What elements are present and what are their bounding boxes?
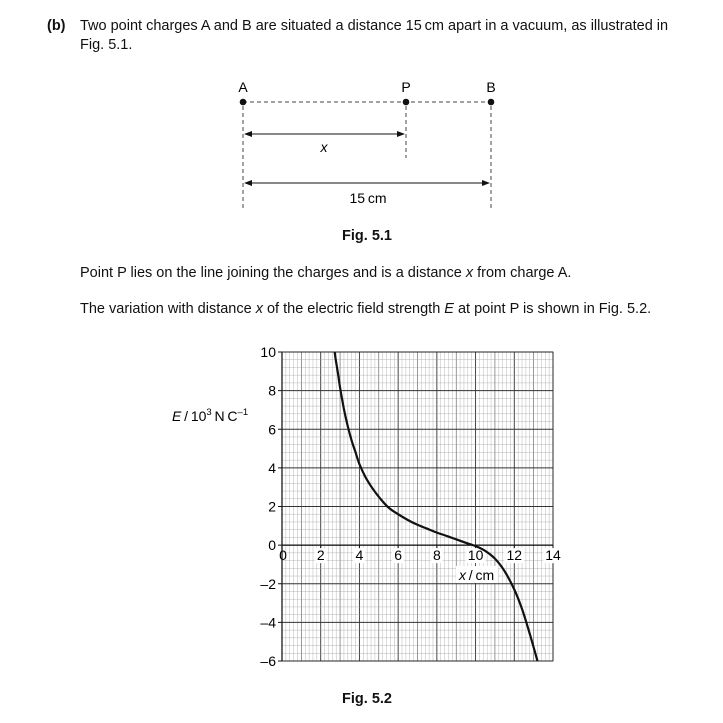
x-label-var: x bbox=[459, 567, 466, 583]
point-p-dot bbox=[403, 99, 410, 106]
paragraph-variation bbox=[80, 300, 651, 319]
x-tick-label: 12 bbox=[506, 547, 523, 564]
paragraph-point-p bbox=[80, 264, 571, 283]
y-tick-label: 8 bbox=[268, 382, 276, 399]
x-tick-label: 6 bbox=[394, 547, 403, 564]
y-label-exp2: –1 bbox=[237, 407, 249, 418]
label-x: x bbox=[320, 139, 328, 155]
y-axis-label bbox=[172, 407, 248, 424]
label-a: A bbox=[238, 79, 248, 95]
p2-var-e: E bbox=[444, 301, 454, 317]
p1-text-b: from charge A. bbox=[473, 265, 572, 281]
y-label-exp: 3 bbox=[206, 407, 212, 418]
arrow-x bbox=[244, 131, 405, 137]
y-tick-label: 2 bbox=[268, 498, 276, 515]
y-label-unit2: N C bbox=[211, 408, 238, 424]
y-tick-label: 6 bbox=[268, 421, 276, 438]
x-label-unit: / cm bbox=[466, 567, 495, 583]
y-tick-label: 4 bbox=[268, 459, 276, 476]
question-line-2: Fig. 5.1. bbox=[80, 37, 133, 53]
p2-var-x: x bbox=[255, 301, 263, 317]
p2-text-b: of the electric field strength bbox=[262, 301, 445, 317]
fig-5-2-graph bbox=[0, 335, 723, 685]
x-axis-label bbox=[458, 567, 494, 583]
p1-var-x: x bbox=[465, 265, 474, 281]
part-label: (b) bbox=[47, 18, 66, 34]
x-tick-label: 2 bbox=[316, 547, 325, 564]
fig-5-2-caption: Fig. 5.2 bbox=[342, 691, 392, 707]
charge-a-dot bbox=[240, 99, 247, 106]
label-b: B bbox=[486, 79, 496, 95]
y-label-var: E bbox=[172, 408, 182, 424]
y-tick-label: 10 bbox=[260, 344, 276, 360]
p1-text-a: Point P lies on the line joining the charges and is a distance bbox=[80, 265, 466, 281]
y-tick-label: 0 bbox=[268, 537, 276, 554]
fig-5-1-diagram bbox=[0, 0, 723, 225]
x-tick-label: 0 bbox=[279, 547, 287, 564]
x-tick-label: 8 bbox=[432, 547, 441, 564]
graph-grid bbox=[282, 352, 553, 661]
y-tick-label: –6 bbox=[260, 653, 276, 669]
label-15cm: 15 cm bbox=[349, 190, 387, 206]
x-tick-label: 14 bbox=[545, 547, 561, 564]
p2-text-c: at point P is shown in Fig. 5.2. bbox=[453, 301, 652, 317]
x-tick-label: 4 bbox=[355, 547, 364, 564]
question-line-1: Two point charges A and B are situated a distance 15 cm apart in a vacuum, as illustrated in bbox=[80, 18, 669, 34]
y-tick-label: –4 bbox=[260, 614, 276, 631]
p2-text-a: The variation with distance bbox=[80, 301, 256, 317]
y-label-unit: / 10 bbox=[181, 408, 207, 424]
arrow-15cm bbox=[244, 180, 490, 186]
charge-b-dot bbox=[488, 99, 495, 106]
y-tick-label: –2 bbox=[260, 575, 276, 592]
fig-5-1-caption: Fig. 5.1 bbox=[342, 228, 392, 244]
x-tick-label: 10 bbox=[467, 547, 484, 564]
label-p: P bbox=[401, 79, 411, 95]
